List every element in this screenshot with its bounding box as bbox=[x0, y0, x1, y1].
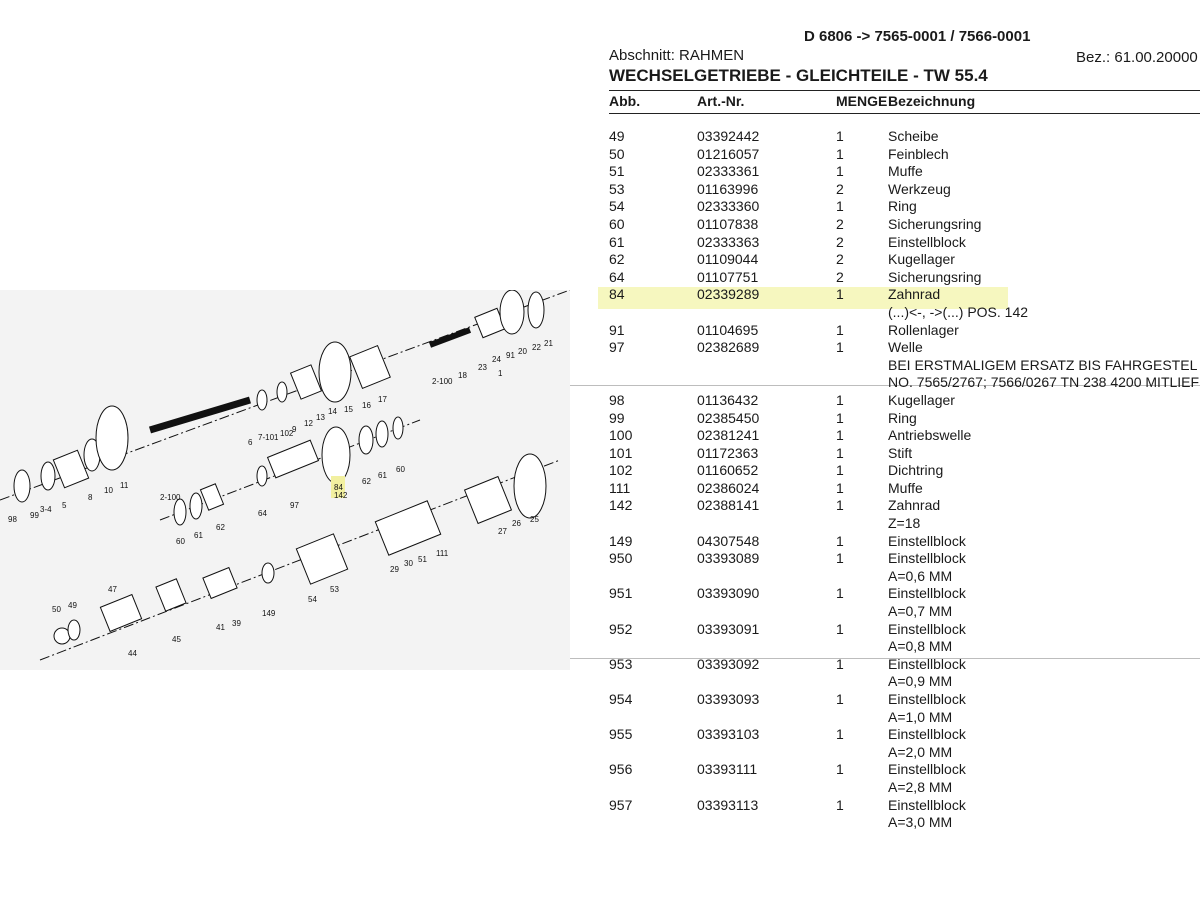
cell-art-nr: 04307548 bbox=[697, 532, 760, 549]
callout: 53 bbox=[330, 585, 339, 594]
callout: 14 bbox=[328, 407, 337, 416]
callout: 27 bbox=[498, 527, 507, 536]
cell-menge: 1 bbox=[836, 532, 844, 549]
part-20 bbox=[500, 290, 524, 334]
cell-abb: 102 bbox=[609, 462, 633, 479]
callout: 29 bbox=[390, 565, 399, 574]
parts-table-body bbox=[609, 128, 1200, 832]
cell-abb: 91 bbox=[609, 321, 625, 338]
cell-abb: 54 bbox=[609, 198, 625, 215]
cell-abb: 950 bbox=[609, 550, 633, 567]
page-title: WECHSELGETRIEBE - GLEICHTEILE - TW 55.4 bbox=[609, 66, 988, 85]
cell-abb: 50 bbox=[609, 145, 625, 162]
cell-note: NO. 7565/2767; 7566/0267 TN 238 4200 MITLIEF bbox=[888, 374, 1200, 391]
callout: 149 bbox=[262, 609, 276, 618]
part-6 bbox=[257, 390, 267, 410]
part-149 bbox=[262, 563, 274, 583]
cell-bezeichnung: Kugellager bbox=[888, 251, 955, 268]
callout: 21 bbox=[544, 339, 553, 348]
cell-bezeichnung: Einstellblock bbox=[888, 796, 966, 813]
cell-art-nr: 01136432 bbox=[697, 391, 759, 408]
column-header-abb: Abb. bbox=[609, 93, 641, 109]
callout: 13 bbox=[316, 413, 325, 422]
cell-art-nr: 03393089 bbox=[697, 550, 760, 567]
cell-menge: 1 bbox=[836, 761, 844, 778]
cell-abb: 101 bbox=[609, 444, 633, 461]
cell-abb: 99 bbox=[609, 409, 625, 426]
cell-menge: 1 bbox=[836, 655, 844, 672]
cell-note: A=0,8 MM bbox=[888, 638, 953, 655]
callout: 142 bbox=[334, 491, 348, 500]
cell-abb: 60 bbox=[609, 215, 625, 232]
cell-abb: 84 bbox=[609, 286, 625, 303]
cell-bezeichnung: Einstellblock bbox=[888, 655, 966, 672]
cell-note: Z=18 bbox=[888, 515, 921, 532]
cell-art-nr: 02339289 bbox=[697, 286, 760, 303]
document-reference: D 6806 -> 7565-0001 / 7566-0001 bbox=[804, 28, 1031, 45]
table-row bbox=[609, 216, 1200, 234]
cell-abb: 62 bbox=[609, 251, 625, 268]
callout: 41 bbox=[216, 623, 225, 632]
callout: 54 bbox=[308, 595, 317, 604]
table-row bbox=[609, 410, 1200, 428]
cell-art-nr: 02381241 bbox=[697, 427, 760, 444]
table-row bbox=[609, 797, 1200, 832]
callout: 44 bbox=[128, 649, 137, 658]
table-row bbox=[609, 427, 1200, 445]
table-row bbox=[609, 480, 1200, 498]
callout: 18 bbox=[458, 371, 467, 380]
cell-abb: 53 bbox=[609, 180, 625, 197]
cell-bezeichnung: Welle bbox=[888, 339, 923, 356]
cell-bezeichnung: Einstellblock bbox=[888, 726, 966, 743]
cell-art-nr: 03393092 bbox=[697, 655, 760, 672]
callout: 3-4 bbox=[40, 505, 52, 514]
cell-bezeichnung: Sicherungsring bbox=[888, 215, 982, 232]
part-44 bbox=[100, 595, 141, 632]
table-row bbox=[609, 462, 1200, 480]
callout: 91 bbox=[506, 351, 515, 360]
cell-abb: 98 bbox=[609, 391, 625, 408]
part-64 bbox=[257, 466, 267, 486]
cell-bezeichnung: Dichtring bbox=[888, 462, 944, 479]
cell-art-nr: 02333361 bbox=[697, 163, 760, 180]
callout: 47 bbox=[108, 585, 117, 594]
cell-note: A=0,6 MM bbox=[888, 567, 953, 584]
cell-bezeichnung: Muffe bbox=[888, 163, 923, 180]
cell-bezeichnung: Zahnrad bbox=[888, 497, 941, 514]
cell-art-nr: 02333360 bbox=[697, 198, 760, 215]
section-label: Abschnitt: RAHMEN bbox=[609, 47, 745, 64]
cell-abb: 953 bbox=[609, 655, 633, 672]
part-45 bbox=[156, 579, 186, 611]
callout: 62 bbox=[362, 477, 371, 486]
cell-bezeichnung: Ring bbox=[888, 198, 917, 215]
cell-menge: 1 bbox=[836, 691, 844, 708]
callout: 26 bbox=[512, 519, 521, 528]
table-row bbox=[609, 533, 1200, 551]
part-60 bbox=[174, 499, 186, 525]
column-header-bezeichnung: Bezeichnung bbox=[888, 93, 976, 109]
cell-note: A=1,0 MM bbox=[888, 708, 953, 725]
cell-art-nr: 03392442 bbox=[697, 128, 760, 144]
part-84 bbox=[322, 427, 350, 483]
part-2-100-shaft bbox=[150, 400, 250, 430]
cell-bezeichnung: Werkzeug bbox=[888, 180, 951, 197]
cell-bezeichnung: Stift bbox=[888, 444, 913, 461]
cell-menge: 1 bbox=[836, 198, 844, 215]
cell-art-nr: 01107751 bbox=[697, 268, 759, 285]
cell-menge: 1 bbox=[836, 796, 844, 813]
cell-bezeichnung: Einstellblock bbox=[888, 761, 966, 778]
table-row bbox=[609, 198, 1200, 216]
exploded-gearbox-diagram bbox=[0, 290, 570, 670]
callout: 11 bbox=[120, 481, 129, 490]
callout: 1 bbox=[498, 369, 503, 378]
cell-art-nr: 01216057 bbox=[697, 145, 760, 162]
callout: 102 bbox=[280, 429, 294, 438]
callout: 51 bbox=[418, 555, 427, 564]
cell-menge: 2 bbox=[836, 233, 844, 250]
part-98 bbox=[14, 470, 30, 502]
table-row bbox=[609, 339, 1200, 392]
cell-bezeichnung: Scheibe bbox=[888, 128, 939, 144]
cell-menge: 1 bbox=[836, 479, 844, 496]
part-99 bbox=[41, 462, 55, 490]
callout: 20 bbox=[518, 347, 527, 356]
callout: 7-101 bbox=[258, 433, 279, 442]
part-62b bbox=[359, 426, 373, 454]
cell-menge: 2 bbox=[836, 251, 844, 268]
callout: 2-100 bbox=[432, 377, 453, 386]
cell-note: A=0,9 MM bbox=[888, 673, 953, 690]
cell-bezeichnung: Einstellblock bbox=[888, 620, 966, 637]
cell-abb: 100 bbox=[609, 427, 633, 444]
cell-bezeichnung: Feinblech bbox=[888, 145, 949, 162]
callout: 98 bbox=[8, 515, 17, 524]
cell-bezeichnung: Sicherungsring bbox=[888, 268, 982, 285]
table-row bbox=[609, 726, 1200, 761]
table-row bbox=[609, 181, 1200, 199]
cell-menge: 2 bbox=[836, 268, 844, 285]
cell-menge: 2 bbox=[836, 180, 844, 197]
callout: 99 bbox=[30, 511, 39, 520]
callout: 64 bbox=[258, 509, 267, 518]
cell-art-nr: 02386024 bbox=[697, 479, 760, 496]
cell-menge: 1 bbox=[836, 391, 844, 408]
cell-art-nr: 02388141 bbox=[697, 497, 760, 514]
callout: 61 bbox=[378, 471, 387, 480]
callout: 61 bbox=[194, 531, 203, 540]
cell-menge: 1 bbox=[836, 585, 844, 602]
cell-art-nr: 03393113 bbox=[697, 796, 759, 813]
cell-art-nr: 01163996 bbox=[697, 180, 759, 197]
cell-menge: 1 bbox=[836, 321, 844, 338]
cell-art-nr: 03393090 bbox=[697, 585, 760, 602]
cell-menge: 1 bbox=[836, 427, 844, 444]
cell-note: (...)<-, ->(...) POS. 142 bbox=[888, 303, 1029, 320]
cell-abb: 64 bbox=[609, 268, 625, 285]
table-row bbox=[609, 497, 1200, 532]
table-row bbox=[609, 286, 1200, 321]
table-row bbox=[609, 550, 1200, 585]
callout: 15 bbox=[344, 405, 353, 414]
callout: 30 bbox=[404, 559, 413, 568]
cell-menge: 1 bbox=[836, 286, 844, 303]
table-row bbox=[609, 392, 1200, 410]
cell-abb: 111 bbox=[609, 479, 631, 496]
part-25 bbox=[514, 454, 546, 518]
table-row bbox=[609, 322, 1200, 340]
part-51 bbox=[375, 501, 440, 555]
callout: 6 bbox=[248, 438, 253, 447]
cell-abb: 49 bbox=[609, 128, 625, 144]
callout: 24 bbox=[492, 355, 501, 364]
part-54 bbox=[296, 534, 347, 584]
table-row bbox=[609, 269, 1200, 287]
table-row bbox=[609, 621, 1200, 656]
part-60b bbox=[393, 417, 403, 439]
cell-abb: 954 bbox=[609, 691, 633, 708]
part-16 bbox=[350, 346, 391, 389]
cell-art-nr: 01172363 bbox=[697, 444, 759, 461]
callout: 25 bbox=[530, 515, 539, 524]
cell-bezeichnung: Einstellblock bbox=[888, 532, 966, 549]
callout: 84 bbox=[334, 483, 343, 492]
callout: 10 bbox=[104, 486, 113, 495]
callout: 50 bbox=[52, 605, 61, 614]
table-row bbox=[609, 445, 1200, 463]
cell-menge: 1 bbox=[836, 339, 844, 356]
part-102 bbox=[277, 382, 287, 402]
callout: 111 bbox=[436, 549, 449, 558]
cell-abb: 149 bbox=[609, 532, 633, 549]
cell-abb: 61 bbox=[609, 233, 625, 250]
column-header-art: Art.-Nr. bbox=[697, 93, 745, 109]
cell-abb: 142 bbox=[609, 497, 633, 514]
cell-menge: 1 bbox=[836, 497, 844, 514]
cell-menge: 1 bbox=[836, 726, 844, 743]
cell-abb: 957 bbox=[609, 796, 633, 813]
callout: 39 bbox=[232, 619, 241, 628]
cell-abb: 956 bbox=[609, 761, 633, 778]
cell-bezeichnung: Rollenlager bbox=[888, 321, 959, 338]
cell-art-nr: 02333363 bbox=[697, 233, 760, 250]
cell-note: A=0,7 MM bbox=[888, 603, 953, 620]
cell-bezeichnung: Zahnrad bbox=[888, 286, 941, 303]
cell-bezeichnung: Muffe bbox=[888, 479, 923, 496]
table-row bbox=[609, 128, 1200, 146]
cell-bezeichnung: Einstellblock bbox=[888, 550, 966, 567]
part-97 bbox=[268, 440, 319, 478]
callout: 60 bbox=[396, 465, 405, 474]
callout: 8 bbox=[88, 493, 93, 502]
cell-note: BEI ERSTMALIGEM ERSATZ BIS FAHRGESTEL bbox=[888, 356, 1198, 373]
cell-menge: 1 bbox=[836, 620, 844, 637]
cell-art-nr: 03393093 bbox=[697, 691, 760, 708]
cell-art-nr: 01107838 bbox=[697, 215, 759, 232]
cell-art-nr: 03393103 bbox=[697, 726, 760, 743]
diagram-svg bbox=[0, 290, 570, 670]
callout: 17 bbox=[378, 395, 387, 404]
table-row bbox=[609, 251, 1200, 269]
cell-menge: 1 bbox=[836, 550, 844, 567]
callout: 49 bbox=[68, 601, 77, 610]
cell-menge: 1 bbox=[836, 462, 844, 479]
table-row bbox=[609, 585, 1200, 620]
cell-menge: 1 bbox=[836, 409, 844, 426]
column-header-menge: MENGE bbox=[836, 93, 888, 109]
part-14 bbox=[319, 342, 351, 402]
cell-art-nr: 01109044 bbox=[697, 251, 759, 268]
cell-abb: 97 bbox=[609, 339, 625, 356]
cell-abb: 951 bbox=[609, 585, 633, 602]
callout: 9 bbox=[292, 425, 297, 434]
part-62 bbox=[200, 484, 223, 510]
part-61 bbox=[190, 493, 202, 519]
cell-bezeichnung: Kugellager bbox=[888, 391, 955, 408]
cell-abb: 952 bbox=[609, 620, 633, 637]
cell-menge: 1 bbox=[836, 145, 844, 162]
cell-abb: 51 bbox=[609, 163, 625, 180]
cell-note: A=3,0 MM bbox=[888, 814, 953, 831]
part-21 bbox=[528, 292, 544, 328]
table-header bbox=[609, 90, 1200, 114]
table-row bbox=[609, 656, 1200, 691]
part-11 bbox=[96, 406, 128, 470]
callout: 22 bbox=[532, 343, 541, 352]
callout: 97 bbox=[290, 501, 299, 510]
callout: 5 bbox=[62, 501, 67, 510]
cell-menge: 2 bbox=[836, 215, 844, 232]
bez-label: Bez.: 61.00.20000 bbox=[1076, 49, 1198, 66]
part-12 bbox=[291, 365, 322, 399]
cell-bezeichnung: Ring bbox=[888, 409, 917, 426]
cell-abb: 955 bbox=[609, 726, 633, 743]
cell-note: A=2,8 MM bbox=[888, 778, 953, 795]
cell-bezeichnung: Antriebswelle bbox=[888, 427, 972, 444]
cell-note: A=2,0 MM bbox=[888, 743, 953, 760]
callout: 45 bbox=[172, 635, 181, 644]
callout: 60 bbox=[176, 537, 185, 546]
cell-bezeichnung: Einstellblock bbox=[888, 691, 966, 708]
callout: 23 bbox=[478, 363, 487, 372]
cell-art-nr: 01160652 bbox=[697, 462, 759, 479]
part-27 bbox=[465, 477, 512, 524]
cell-menge: 1 bbox=[836, 444, 844, 461]
table-row bbox=[609, 761, 1200, 796]
table-row bbox=[609, 146, 1200, 164]
cell-menge: 1 bbox=[836, 128, 844, 144]
part-49 bbox=[68, 620, 80, 640]
part-2-100-input bbox=[430, 330, 470, 345]
table-row bbox=[609, 163, 1200, 181]
part-5 bbox=[53, 450, 88, 488]
part-41 bbox=[203, 568, 237, 599]
cell-menge: 1 bbox=[836, 163, 844, 180]
cell-art-nr: 02385450 bbox=[697, 409, 760, 426]
table-row bbox=[609, 234, 1200, 252]
callout: 2-100 bbox=[160, 493, 181, 502]
cell-bezeichnung: Einstellblock bbox=[888, 233, 966, 250]
cell-art-nr: 01104695 bbox=[697, 321, 759, 338]
cell-art-nr: 02382689 bbox=[697, 339, 760, 356]
callout: 62 bbox=[216, 523, 225, 532]
table-row bbox=[609, 691, 1200, 726]
cell-bezeichnung: Einstellblock bbox=[888, 585, 966, 602]
callout: 16 bbox=[362, 401, 371, 410]
part-61b bbox=[376, 421, 388, 447]
callout: 12 bbox=[304, 419, 313, 428]
cell-art-nr: 03393091 bbox=[697, 620, 760, 637]
cell-art-nr: 03393111 bbox=[697, 761, 758, 778]
